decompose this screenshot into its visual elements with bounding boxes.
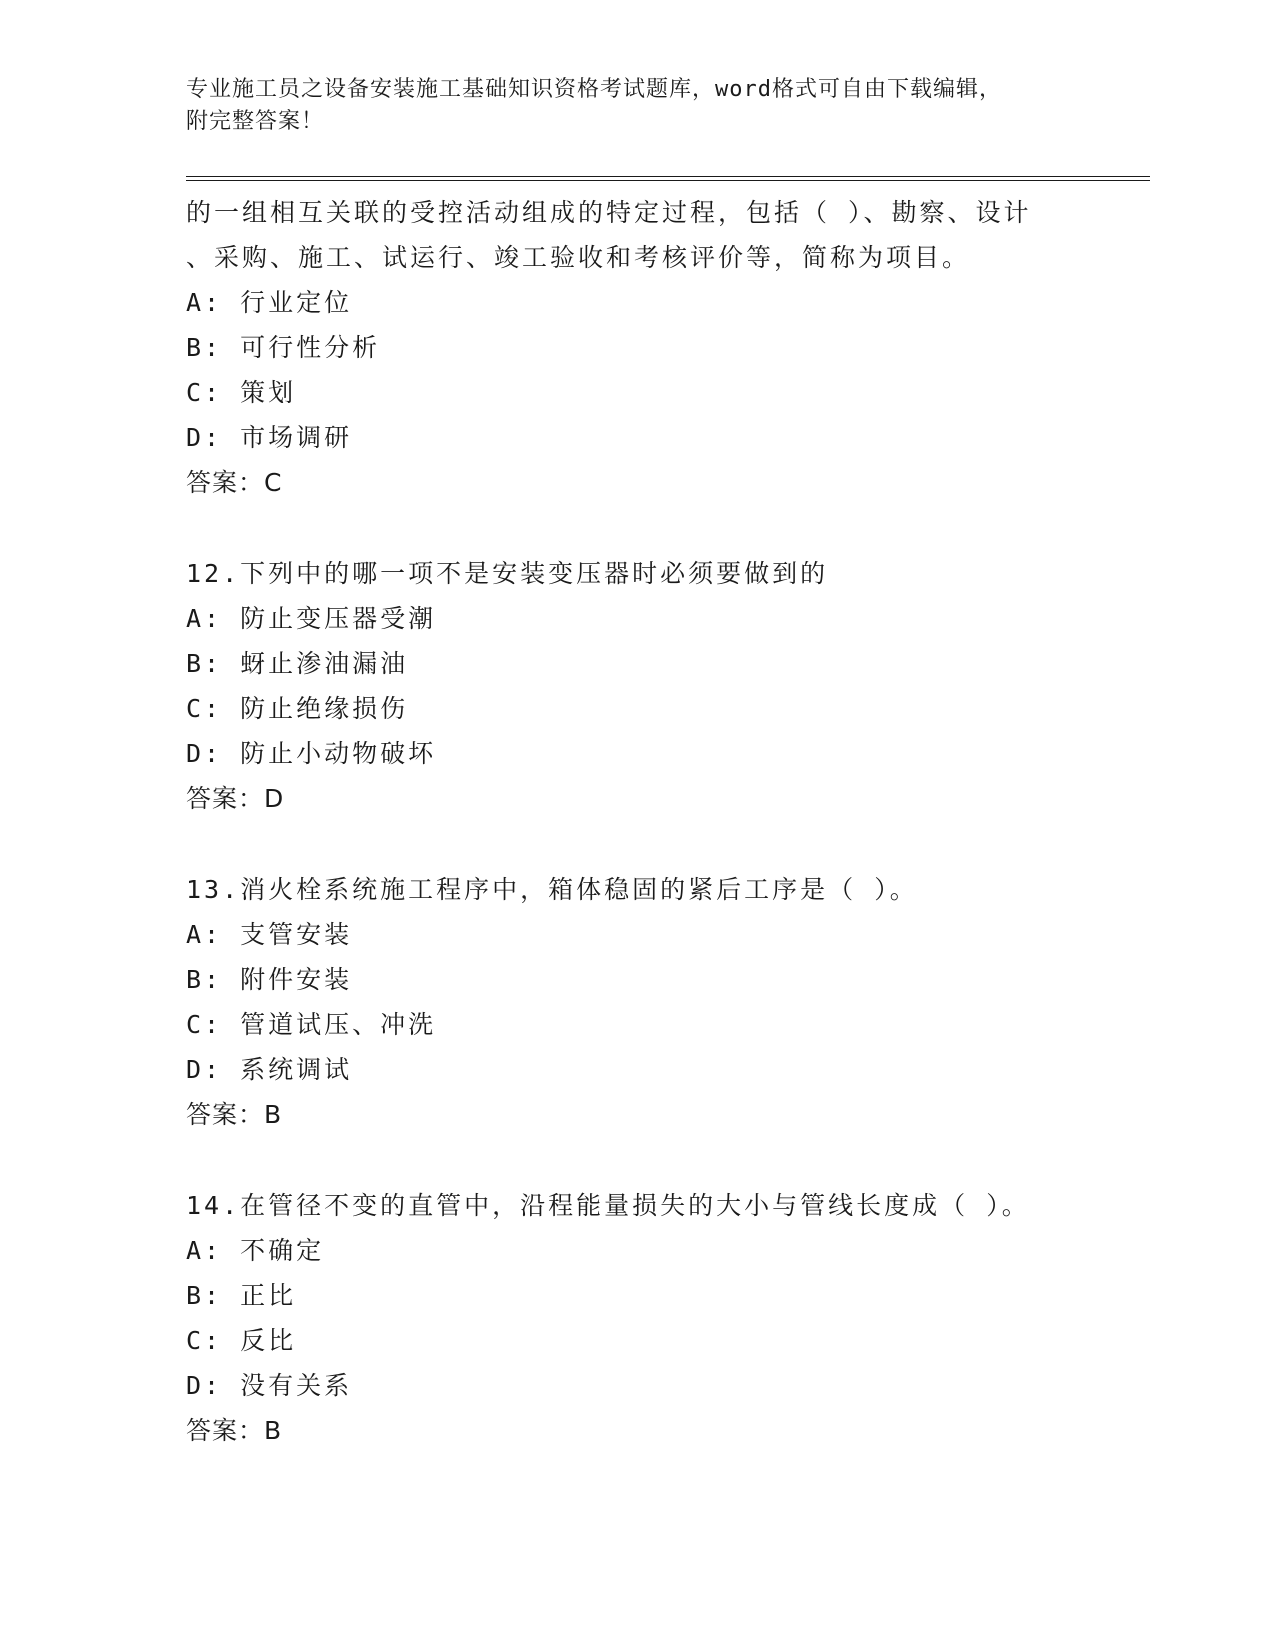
- header-title-line1: 专业施工员之设备安装施工基础知识资格考试题库，word格式可自由下载编辑，: [186, 77, 1002, 102]
- answer-line: 答案：D: [186, 784, 285, 813]
- option-d: D: 系统调试: [186, 1055, 353, 1084]
- question-stem-line: 的一组相互关联的受控活动组成的特定过程，包括（ ）、勘察、设计: [186, 198, 1032, 227]
- option-a: A: 不确定: [186, 1236, 325, 1265]
- question-spacer: [186, 505, 1146, 551]
- question-spacer: [186, 1137, 1146, 1183]
- header-divider: [186, 176, 1150, 181]
- option-b: B: 蚜止渗油漏油: [186, 649, 409, 678]
- option-b: B: 可行性分析: [186, 333, 381, 362]
- header-title-line2: 附完整答案！: [186, 109, 325, 134]
- option-a: A: 行业定位: [186, 288, 353, 317]
- option-b: B: 附件安装: [186, 965, 353, 994]
- answer-line: 答案：B: [186, 1100, 283, 1129]
- option-a: A: 防止变压器受潮: [186, 604, 437, 633]
- option-c: C: 反比: [186, 1326, 297, 1355]
- question-stem: 14.在管径不变的直管中，沿程能量损失的大小与管线长度成（ ）。: [186, 1191, 1030, 1220]
- option-d: D: 没有关系: [186, 1371, 353, 1400]
- option-c: C: 策划: [186, 378, 297, 407]
- question-stem-line: 、采购、施工、试运行、竣工验收和考核评价等，简称为项目。: [186, 243, 971, 272]
- option-d: D: 市场调研: [186, 423, 353, 452]
- option-c: C: 防止绝缘损伤: [186, 694, 409, 723]
- question-spacer: [186, 821, 1146, 867]
- option-a: A: 支管安装: [186, 920, 353, 949]
- question-stem: 13.消火栓系统施工程序中，箱体稳固的紧后工序是（ ）。: [186, 875, 918, 904]
- question-12: [186, 551, 1146, 821]
- option-d: D: 防止小动物破坏: [186, 739, 437, 768]
- document-header: [186, 74, 1066, 138]
- option-c: C: 管道试压、冲洗: [186, 1010, 437, 1039]
- question-11: [186, 190, 1146, 505]
- question-14: [186, 1183, 1146, 1453]
- answer-line: 答案：B: [186, 1416, 283, 1445]
- answer-line: 答案：C: [186, 468, 283, 497]
- question-13: [186, 867, 1146, 1137]
- question-list: [186, 190, 1146, 1453]
- question-stem: 12.下列中的哪一项不是安装变压器时必须要做到的: [186, 559, 829, 588]
- option-b: B: 正比: [186, 1281, 297, 1310]
